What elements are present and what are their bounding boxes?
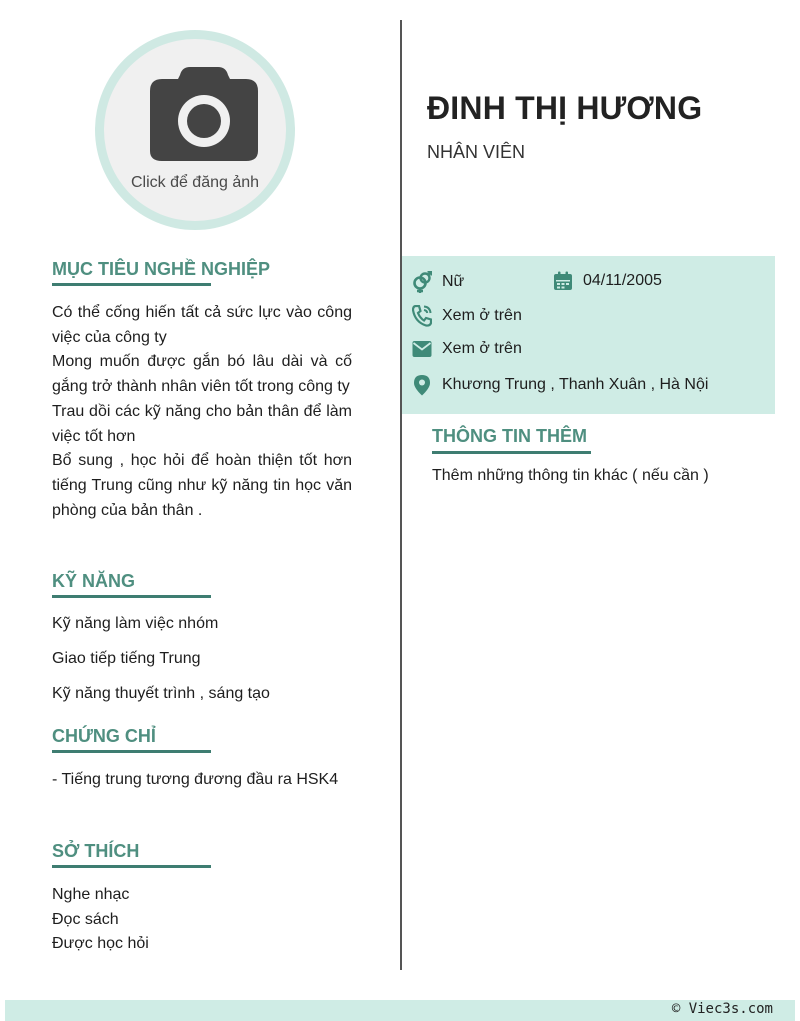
email-value: Xem ở trên: [442, 340, 522, 357]
email-icon: [412, 340, 432, 358]
hobbies-list: [52, 883, 352, 957]
avatar[interactable]: [95, 30, 295, 230]
extra-info-heading: THÔNG TIN THÊM: [432, 426, 587, 446]
objective-paragraph: Bổ sung , học hỏi để hoàn thiện tốt hơn tiếng Trung cũng như kỹ năng tin học văn phòng của bản thân .: [52, 452, 352, 519]
phone-icon: [412, 305, 432, 327]
skill-item: Kỹ năng làm việc nhóm: [52, 615, 219, 632]
extra-info-underline: [432, 451, 591, 454]
phone-row: [412, 305, 522, 327]
contact-panel: [402, 256, 775, 414]
gender-value: Nữ: [442, 273, 465, 290]
hobby-item: Nghe nhạc: [52, 886, 130, 903]
gender-row: [412, 271, 464, 293]
objective-heading: MỤC TIÊU NGHỀ NGHIỆP: [52, 259, 271, 279]
address-row: [412, 374, 708, 396]
copyright-text: © Viec3s.com: [671, 1001, 773, 1017]
certificates-underline: [52, 750, 211, 753]
location-pin-icon: [412, 374, 432, 396]
hobbies-heading: SỞ THÍCH: [52, 841, 140, 861]
hobby-item: Được học hỏi: [52, 935, 149, 953]
skills-underline: [52, 595, 211, 598]
birthdate-value: 04/11/2005: [583, 272, 662, 289]
footer-bar: [5, 1000, 795, 1021]
objective-paragraph: Trau dồi các kỹ năng cho bản thân để làm việc tốt hơn: [52, 402, 352, 445]
candidate-name: ĐINH THỊ HƯƠNG: [427, 90, 703, 126]
candidate-position: NHÂN VIÊN: [427, 142, 526, 162]
objective-underline: [52, 283, 211, 286]
hobbies-underline: [52, 865, 211, 868]
objective-text: [52, 301, 352, 523]
upload-photo-label: Click để đăng ảnh: [130, 174, 260, 191]
skill-item: Giao tiếp tiếng Trung: [52, 650, 201, 667]
address-value: Khương Trung , Thanh Xuân , Hà Nội: [442, 376, 709, 393]
calendar-icon: [553, 271, 573, 291]
email-row: [412, 340, 522, 358]
hobby-item: Đọc sách: [52, 910, 119, 928]
avatar-placeholder[interactable]: [104, 39, 286, 221]
phone-value: Xem ở trên: [442, 307, 522, 324]
objective-paragraph: Có thể cống hiến tất cả sức lực vào công việc của công ty: [52, 304, 352, 346]
column-divider: [400, 20, 402, 970]
skills-heading: KỸ NĂNG: [52, 571, 136, 591]
skill-item: Kỹ năng thuyết trình , sáng tạo: [52, 685, 270, 702]
certificate-text: - Tiếng trung tương đương đầu ra HSK4: [52, 771, 339, 788]
certificates-heading: CHỨNG CHỈ: [52, 726, 156, 746]
camera-icon: [150, 67, 258, 163]
extra-info-text: Thêm những thông tin khác ( nếu cần ): [432, 467, 709, 484]
objective-paragraph: Mong muốn được gắn bó lâu dài và cố gắng trở thành nhân viên tốt trong công ty: [52, 353, 352, 396]
birthdate-row: [553, 271, 662, 291]
gender-icon: [412, 271, 432, 293]
